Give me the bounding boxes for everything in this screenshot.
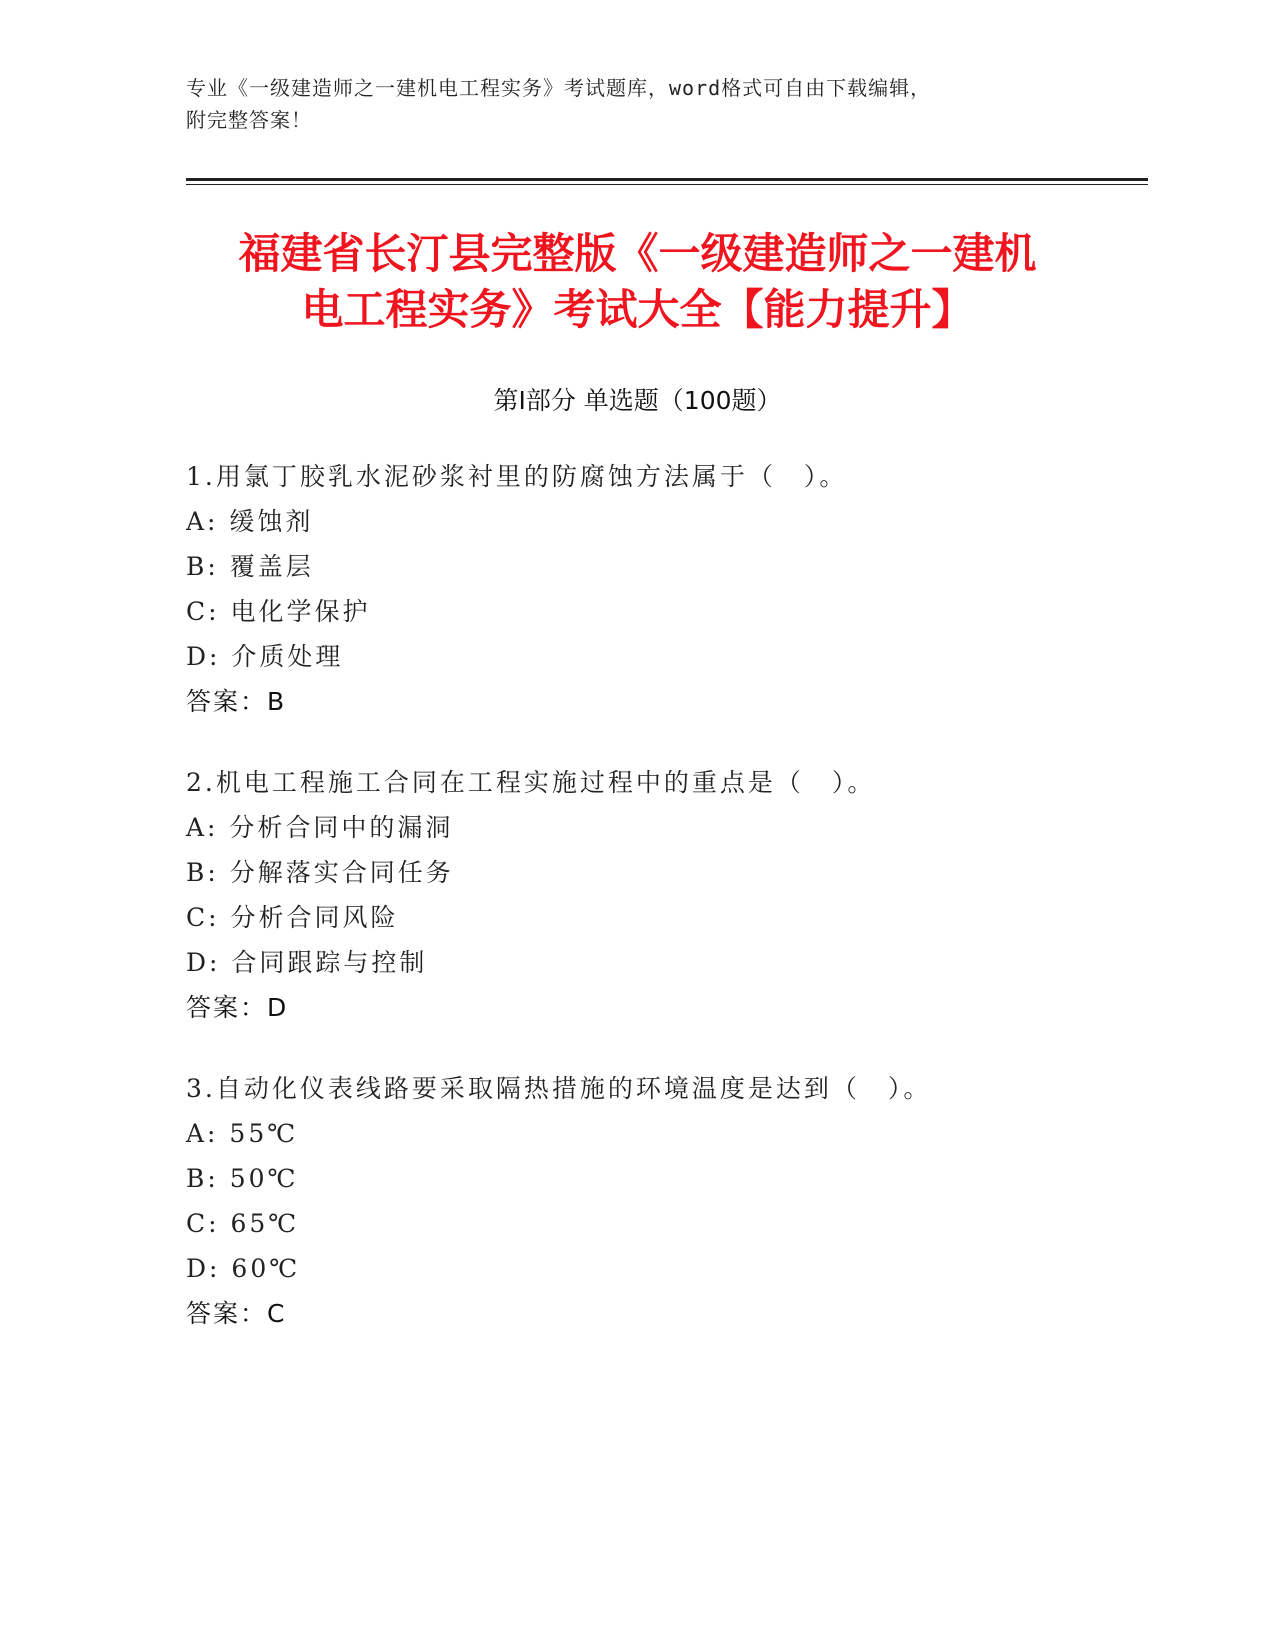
option-d: D: 介质处理 (186, 642, 344, 671)
option-c: C: 分析合同风险 (186, 903, 399, 932)
answer-value: C (267, 1299, 285, 1328)
header-divider-thick (186, 178, 1148, 181)
answer-line (186, 985, 1146, 1030)
section-title: 第Ⅰ部分 单选题（100题） (493, 386, 782, 415)
document-title (160, 226, 1115, 338)
question-2 (186, 760, 1146, 1030)
option-c: C: 电化学保护 (186, 597, 371, 626)
header-note (186, 72, 1086, 136)
question-stem: 1.用氯丁胶乳水泥砂浆衬里的防腐蚀方法属于（ ）。 (186, 462, 848, 491)
answer-label: 答案： (186, 687, 268, 716)
answer-line (186, 1291, 1146, 1336)
answer-line (186, 679, 1146, 724)
answer-value: B (267, 687, 285, 716)
header-divider-thin (186, 184, 1148, 185)
option-a: A: 分析合同中的漏洞 (186, 813, 454, 842)
option-d: D: 60℃ (186, 1254, 301, 1283)
option-c: C: 65℃ (186, 1209, 300, 1238)
document-title-line-2: 电工程实务》考试大全【能力提升】 (301, 285, 974, 334)
header-note-line-1: 专业《一级建造师之一建机电工程实务》考试题库，word格式可自由下载编辑， (186, 76, 932, 100)
answer-label: 答案： (186, 993, 268, 1022)
answer-value: D (267, 993, 287, 1022)
option-b: B: 50℃ (186, 1164, 299, 1193)
question-stem: 2.机电工程施工合同在工程实施过程中的重点是（ ）。 (186, 768, 876, 797)
option-a: A: 55℃ (186, 1119, 299, 1148)
question-3 (186, 1066, 1146, 1336)
question-stem: 3.自动化仪表线路要采取隔热措施的环境温度是达到（ ）。 (186, 1074, 932, 1103)
document-title-line-1: 福建省长汀县完整版《一级建造师之一建机 (238, 229, 1037, 278)
option-a: A: 缓蚀剂 (186, 507, 314, 536)
question-1 (186, 454, 1146, 724)
option-b: B: 覆盖层 (186, 552, 314, 581)
header-note-line-2: 附完整答案！ (186, 108, 312, 132)
option-b: B: 分解落实合同任务 (186, 858, 454, 887)
answer-label: 答案： (186, 1299, 268, 1328)
option-d: D: 合同跟踪与控制 (186, 948, 428, 977)
